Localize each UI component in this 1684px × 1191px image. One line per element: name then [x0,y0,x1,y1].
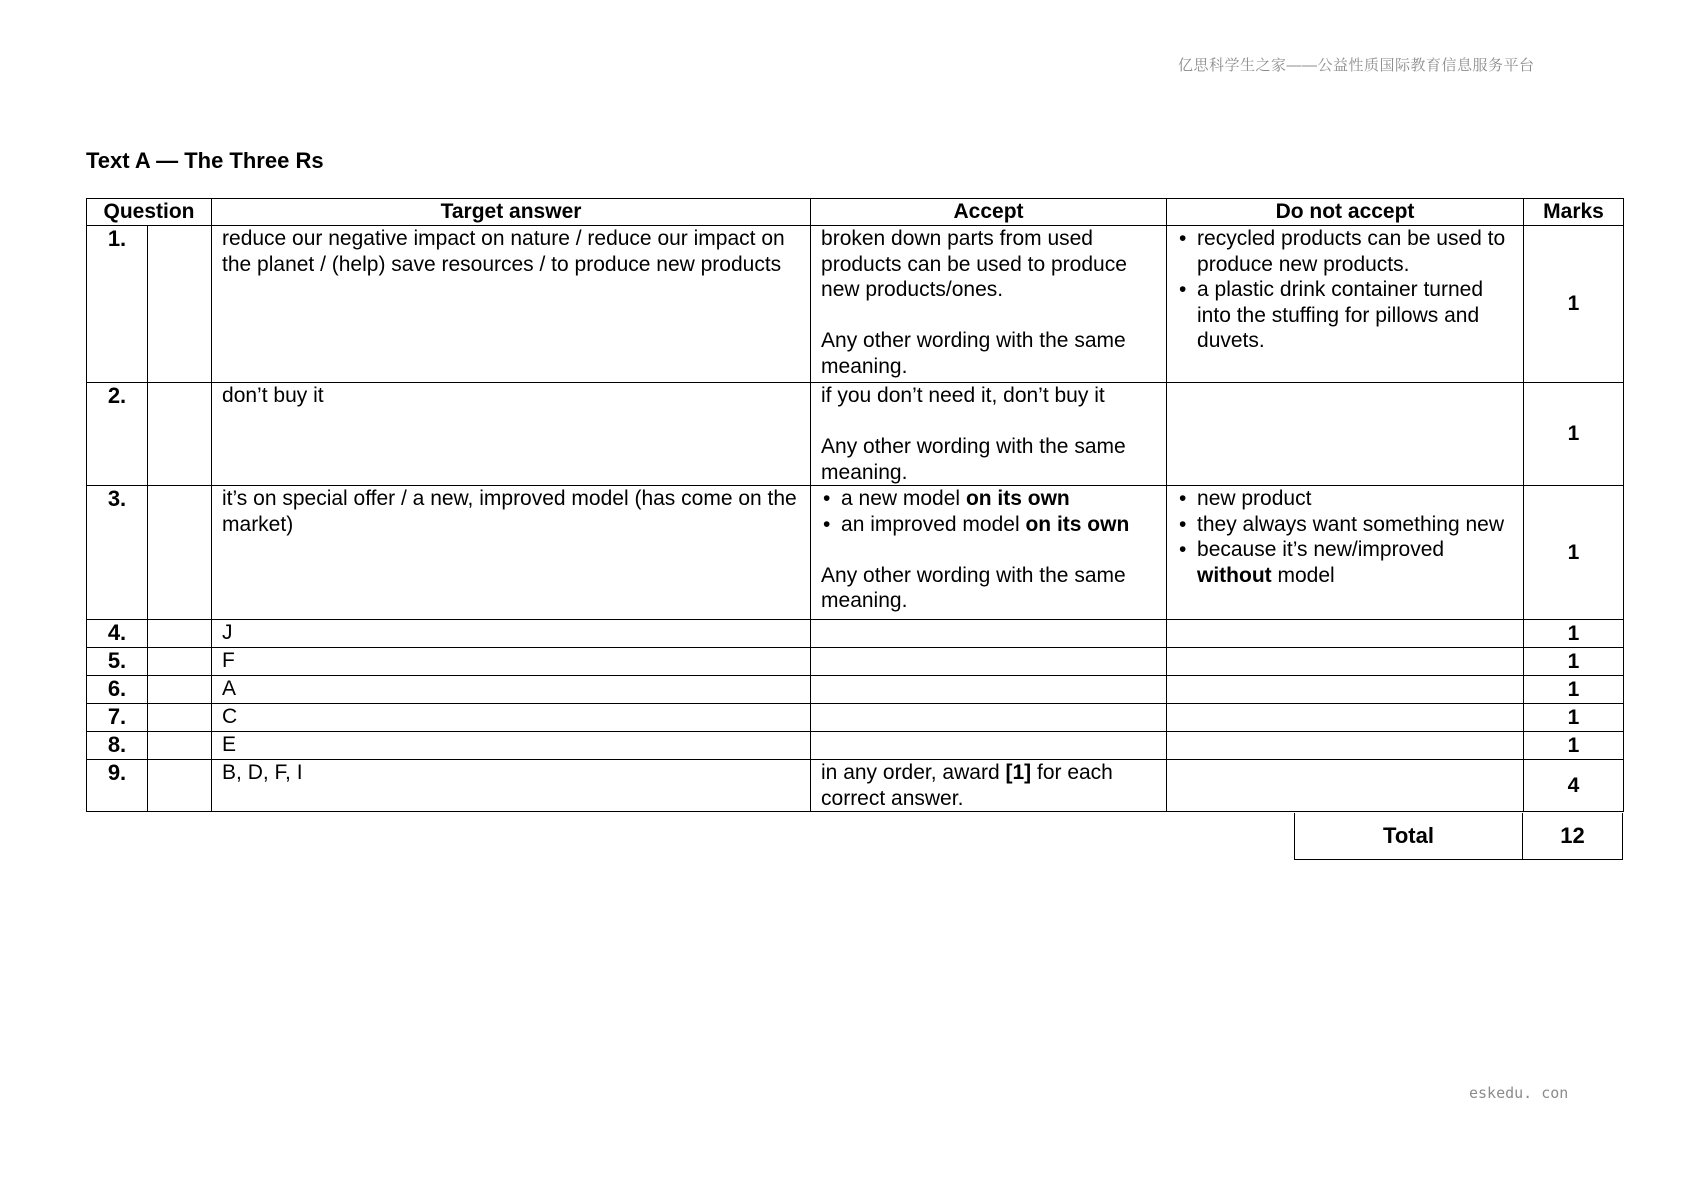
header-target-answer: Target answer [212,199,811,226]
target-answer: B, D, F, I [212,760,811,812]
marks-value: 1 [1524,732,1624,760]
question-number: 3. [87,486,148,620]
table-row [87,648,1624,676]
accept-cell [811,760,1167,812]
table-row [87,760,1624,812]
marks-value: 1 [1524,676,1624,704]
accept-text: if you don’t need it, don’t buy it [821,384,1105,407]
accept-mark-emphasis: [1] [1005,761,1032,784]
accept-cell [811,732,1167,760]
target-answer: E [212,732,811,760]
target-answer: A [212,676,811,704]
accept-note: Any other wording with the same meaning. [821,329,1126,378]
accept-note: Any other wording with the same meaning. [821,435,1126,484]
question-number: 7. [87,704,148,732]
accept-text: broken down parts from used products can be used to produce new products/ones. [821,227,1127,301]
question-number: 4. [87,620,148,648]
table-row [87,620,1624,648]
accept-cell [811,648,1167,676]
sub-question-cell [148,732,212,760]
question-number: 6. [87,676,148,704]
do-not-accept-cell [1167,620,1524,648]
sub-question-cell [148,226,212,383]
sub-question-cell [148,383,212,486]
accept-item-emphasis: on its own [1025,512,1130,536]
sub-question-cell [148,648,212,676]
accept-item-emphasis: on its own [965,487,1070,510]
marks-value: 1 [1524,383,1624,486]
accept-item-text: a new model [841,487,961,510]
accept-cell [811,704,1167,732]
sub-question-cell [148,760,212,812]
do-not-accept-item-emphasis: without [1197,563,1272,587]
section-title: Text A — The Three Rs [86,148,324,173]
table-row [87,704,1624,732]
total-label: Total [1295,813,1523,859]
total-value: 12 [1560,823,1585,848]
marks-value: 4 [1524,760,1624,812]
do-not-accept-cell [1167,486,1524,620]
header-accept: Accept [811,199,1167,226]
accept-cell [811,676,1167,704]
do-not-accept-cell [1167,383,1524,486]
marks-value: 1 [1524,226,1624,383]
marks-value: 1 [1524,704,1624,732]
accept-text-tail: for each correct answer. [821,761,1113,810]
question-number: 9. [87,760,148,812]
header-row [87,199,1624,226]
do-not-accept-cell [1167,648,1524,676]
do-not-accept-item: • recycled products can be used to produce new products. [1177,226,1513,277]
table-row [87,676,1624,704]
accept-text: in any order, award [821,761,1000,784]
sub-question-cell [148,704,212,732]
target-answer: don’t buy it [212,383,811,486]
do-not-accept-cell [1167,760,1524,812]
do-not-accept-cell [1167,732,1524,760]
header-note: 亿思科学生之家——公益性质国际教育信息服务平台 [1178,57,1535,74]
accept-note: Any other wording with the same meaning. [821,563,1126,612]
accept-item-text: an improved model [841,512,1020,536]
accept-cell [811,620,1167,648]
do-not-accept-cell [1167,704,1524,732]
sub-question-cell [148,676,212,704]
accept-item [821,512,1156,538]
table-row [87,732,1624,760]
target-answer: it’s on special offer / a new, improved model (has come on the market) [212,486,811,620]
target-answer: F [212,648,811,676]
do-not-accept-cell [1167,676,1524,704]
do-not-accept-item: • they always want something new [1177,512,1513,538]
do-not-accept-item: • a plastic drink container turned into the stuffing for pillows and duvets. [1177,277,1513,354]
sub-question-cell [148,620,212,648]
table-row [87,226,1624,383]
table-row [87,383,1624,486]
question-number: 2. [87,383,148,486]
header-do-not-accept: Do not accept [1167,199,1524,226]
marks-value: 1 [1524,486,1624,620]
sub-question-cell [148,486,212,620]
header-question: Question [87,199,212,226]
question-number: 1. [87,226,148,383]
accept-item [821,486,1156,512]
do-not-accept-item: • new product [1177,486,1513,512]
mark-scheme-table [86,198,1624,812]
marks-value: 1 [1524,620,1624,648]
total-box [1294,813,1623,860]
do-not-accept-cell [1167,226,1524,383]
target-answer: J [212,620,811,648]
target-answer: reduce our negative impact on nature / reduce our impact on the planet / (help) save resources / to produce new products [212,226,811,383]
table-row [87,486,1624,620]
accept-cell [811,226,1167,383]
accept-cell [811,486,1167,620]
accept-cell [811,383,1167,486]
do-not-accept-item-tail: model [1277,563,1335,587]
question-number: 5. [87,648,148,676]
footer-note: eskedu. con [1469,1084,1569,1102]
do-not-accept-item-text: because it’s new/improved [1197,538,1445,561]
marks-value: 1 [1524,648,1624,676]
target-answer: C [212,704,811,732]
header-marks: Marks [1524,199,1624,226]
do-not-accept-item [1177,537,1513,588]
question-number: 8. [87,732,148,760]
